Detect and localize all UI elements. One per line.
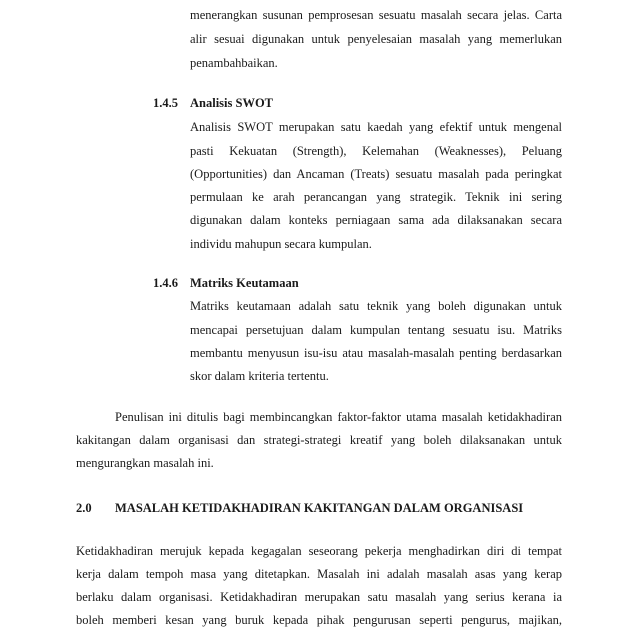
paragraph-line: kakitangan dalam organisasi dan strategi-strategi kreatif yang boleh dilaksanakan untuk [76, 433, 562, 447]
section-number: 2.0 [76, 501, 92, 515]
paragraph-line: Matriks keutamaan adalah satu teknik yang boleh digunakan untuk [190, 299, 562, 313]
paragraph-line: menerangkan susunan pemprosesan sesuatu masalah secara jelas. Carta [190, 8, 562, 22]
paragraph-line: penambahbaikan. [190, 56, 278, 70]
paragraph-line: boleh memberi kesan yang buruk kepada pihak pengurusan seperti pengurus, majikan, [76, 613, 562, 627]
paragraph-line: individu mahupun secara kumpulan. [190, 237, 372, 251]
paragraph-line: alir sesuai digunakan untuk penyelesaian masalah yang memerlukan [190, 32, 562, 46]
paragraph-line: Ketidakhadiran merujuk kepada kegagalan seseorang pekerja menghadirkan diri di tempat [76, 544, 562, 558]
paragraph-line: skor dalam kriteria tertentu. [190, 369, 329, 383]
section-number: 1.4.5 [153, 96, 178, 110]
paragraph-line: Analisis SWOT merupakan satu kaedah yang efektif untuk mengenal [190, 120, 562, 134]
section-title: Analisis SWOT [190, 96, 274, 110]
paragraph-line: digunakan dalam konteks perniagaan sama ada dilaksanakan secara [190, 213, 562, 227]
paragraph-line: kerja dalam tempoh masa yang ditetapkan. Masalah ini adalah masalah asas yang kerap [76, 567, 562, 581]
section-title: Matriks Keutamaan [190, 276, 299, 290]
section-title: MASALAH KETIDAKHADIRAN KAKITANGAN DALAM ORGANISASI [115, 501, 524, 515]
section-number: 1.4.6 [153, 276, 178, 290]
paragraph-line: (Opportunities) dan Ancaman (Treats) sesuatu masalah pada peringkat [190, 167, 562, 181]
paragraph-line: permulaan ke arah perancangan yang strategik. Teknik ini sering [190, 190, 562, 204]
paragraph-line: berlaku dalam organisasi. Ketidakhadiran merupakan satu masalah yang serius kerana ia [76, 590, 562, 604]
paragraph-line: mencapai persetujuan dalam kumpulan tentang sesuatu isu. Matriks [190, 323, 562, 337]
paragraph-line: membantu menyusun isu-isu atau masalah-masalah penting berdasarkan [190, 346, 562, 360]
paragraph-line: Penulisan ini ditulis bagi membincangkan faktor-faktor utama masalah ketidakhadiran [115, 410, 562, 424]
paragraph-line: pasti Kekuatan (Strength), Kelemahan (Weaknesses), Peluang [190, 144, 562, 158]
paragraph-line: mengurangkan masalah ini. [76, 456, 214, 470]
